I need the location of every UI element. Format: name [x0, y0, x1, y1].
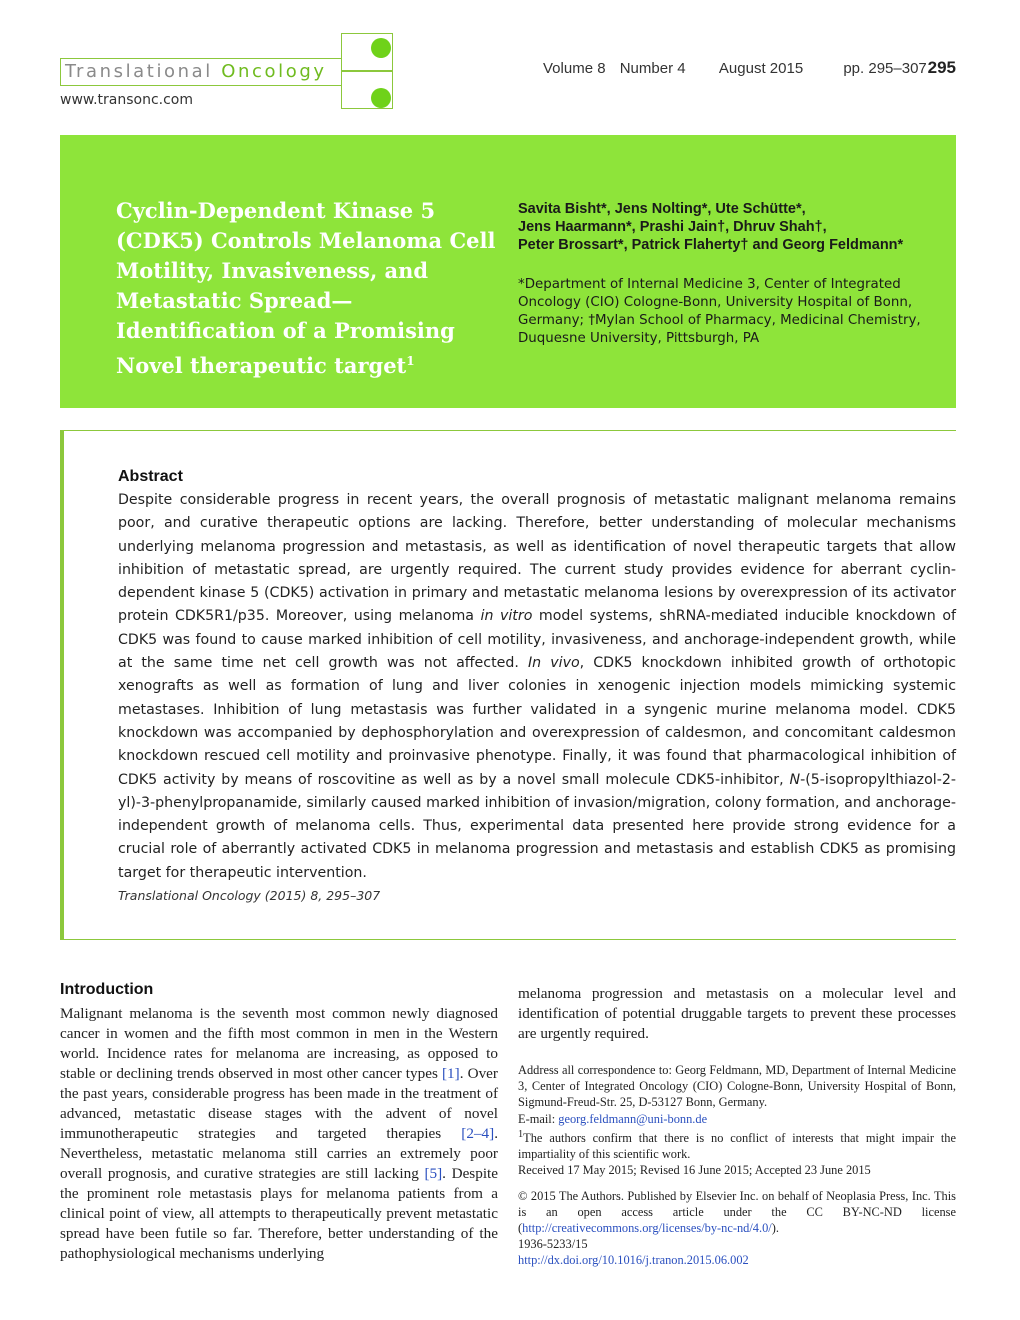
abstract-text-part: Despite considerable progress in recent years, the overall prognosis of metastatic malignant melanoma remains poor, and curative therapeutic options are lacking. Therefore, better understanding of molecular mechanisms underlying melanoma progression and metastasis, as well as identification of novel therapeutic targets that allow inhibition of metastatic spread, are urgently required. The current study provides evidence for aberrant cyclin-dependent kinase 5 (CDK5) activation in primary and metastatic melanoma lesions by overexpression of its activator protein CDK5R1/p35. Moreover, using melanoma	[118, 492, 956, 625]
abstract-text-part: -(5-isopropylthiazol-2-yl)-3-phenylpropanamide, similarly caused marked inhibition of invasion/migration, colony formation, and anchorage-independent growth of melanoma cells. Thus, experimental data presented here provide strong evidence for a crucial role of aberrantly activated CDK5 in melanoma progression and metastasis and establish CDK5 as promising target for therapeutic intervention.	[118, 771, 956, 881]
author-list	[518, 200, 938, 254]
copyright-text: ).	[771, 1220, 779, 1235]
intro-text-part: . Nevertheless, metastatic melanoma still carries an extremely poor overall prognosis, and curative strategies are still lacking	[60, 1125, 498, 1182]
issue-info	[543, 60, 937, 77]
article-title	[116, 196, 506, 381]
footnote-text: The authors confirm that there is no conflict of interests that might impair the impartiality of this scientific work.	[518, 1130, 956, 1162]
abstract-italic: In vivo	[527, 655, 580, 672]
title-footnote-mark: 1	[406, 354, 415, 368]
intro-text-part: . Despite the prominent role metastasis plays for melanoma patients from a clinical point of view, all attempts to therapeutically prevent metastatic spread have been futile so far. Therefore, better understanding of the pathophysiological mechanisms underlying	[60, 1165, 498, 1262]
journal-name-part1: Translational	[65, 61, 222, 82]
affiliations: *Department of Internal Medicine 3, Center of Integrated Oncology (CIO) Cologne-Bonn, University Hospital of Bonn, Germany; †Mylan School of Pharmacy, Medicinal Chemistry, Duquesne University, Pittsburgh, PA	[518, 277, 921, 346]
footnote-mark: 1	[518, 1128, 524, 1140]
intro-text-part: . Over the past years, considerable progress has been made in the treatment of advanced, metastatic disease stages with the advent of novel immunotherapeutic strategies and targeted therapies	[60, 1065, 498, 1142]
reference-link[interactable]: [5]	[424, 1165, 443, 1182]
spacer	[518, 1179, 956, 1188]
introduction-paragraph	[60, 1004, 498, 1264]
abstract-text	[118, 489, 956, 885]
author-line: Jens Haarmann*, Prashi Jain†, Dhruv Shah†,	[518, 219, 827, 235]
citation: Translational Oncology (2015) 8, 295–307	[118, 888, 381, 903]
journal-name	[60, 58, 342, 86]
email-link[interactable]: georg.feldmann@uni-bonn.de	[558, 1111, 708, 1126]
logo-dot-icon	[371, 38, 391, 58]
intro-text-part: Malignant melanoma is the seventh most common newly diagnosed cancer in women and the fifth most common in men in the Western world. Incidence rates for melanoma are increasing, as opposed to stable or declining trends observed in most other cancer types	[60, 1005, 498, 1082]
issue-date: August 2015	[718, 60, 804, 77]
volume: Volume 8	[543, 60, 606, 77]
page-number: 295	[927, 58, 956, 77]
introduction-continuation: melanoma progression and metastasis on a molecular level and identification of potential druggable targets to prevent these processes are urgently required.	[518, 985, 956, 1042]
issue-number: Number 4	[619, 60, 686, 77]
abstract-italic: in vitro	[480, 608, 533, 625]
abstract-heading: Abstract	[118, 468, 183, 485]
logo-dot-icon	[371, 88, 391, 108]
introduction-heading: Introduction	[60, 981, 154, 998]
reference-link[interactable]: [1]	[441, 1065, 460, 1082]
copyright-text: © 2015 The Authors. Published by Elsevier Inc. on behalf of Neoplasia Press, Inc. This is an open access article under the CC BY-NC-ND license (	[518, 1188, 956, 1235]
footnotes	[518, 1062, 956, 1269]
abstract-text-part: model systems, shRNA-mediated inducible knockdown of CDK5 was found to cause marked inhibition of cell motility, invasiveness, and anchorage-independent growth, while at the same time net cell growth was not affected.	[118, 608, 957, 672]
email-line	[518, 1111, 956, 1127]
conflict-footnote	[518, 1127, 956, 1163]
copyright	[518, 1188, 956, 1237]
issn: 1936-5233/15	[518, 1237, 588, 1252]
received-dates: Received 17 May 2015; Revised 16 June 2015; Accepted 23 June 2015	[518, 1163, 871, 1178]
email-label: E-mail:	[518, 1111, 559, 1126]
license-link[interactable]: http://creativecommons.org/licenses/by-nc-nd/4.0/	[522, 1220, 772, 1235]
journal-url[interactable]: www.transonc.com	[60, 92, 193, 108]
author-line: Savita Bisht*, Jens Nolting*, Ute Schütte*,	[518, 201, 806, 217]
doi-link[interactable]: http://dx.doi.org/10.1016/j.tranon.2015.06.002	[518, 1253, 749, 1268]
abstract-italic: N	[789, 771, 801, 788]
author-line: Peter Brossart*, Patrick Flaherty† and Georg Feldmann*	[518, 237, 904, 253]
abstract-text-part: , CDK5 knockdown inhibited growth of orthotopic xenografts as well as formation of lung and liver colonies in xenogenic injection models mimicking systemic metastases. Inhibition of lung metastasis was further validated in a syngenic murine melanoma model. CDK5 knockdown was accompanied by dephosphorylation and overexpression of caldesmon, and concomitant caldesmon knockdown rescued cell motility and proinvasive phenotype. Finally, it was found that pharmacological inhibition of CDK5 activity by means of roscovitine as well as by a novel small molecule CDK5-inhibitor,	[118, 655, 956, 788]
journal-name-part2: Oncology	[221, 61, 327, 82]
page-range: pp. 295–307	[843, 60, 927, 77]
reference-link[interactable]: [2–4]	[461, 1125, 495, 1142]
correspondence: Address all correspondence to: Georg Feldmann, MD, Department of Internal Medicine 3, Center of Integrated Oncology (CIO) Cologne-Bonn, University Hospital of Bonn, Sigmund-Freud-Str. 25, D-53127 Bonn, Germany.	[518, 1063, 956, 1110]
article-title-text: Cyclin-Dependent Kinase 5 (CDK5) Controls Melanoma Cell Motility, Invasiveness, and Metastatic Spread—Identification of a Promising Novel therapeutic target	[116, 198, 496, 378]
